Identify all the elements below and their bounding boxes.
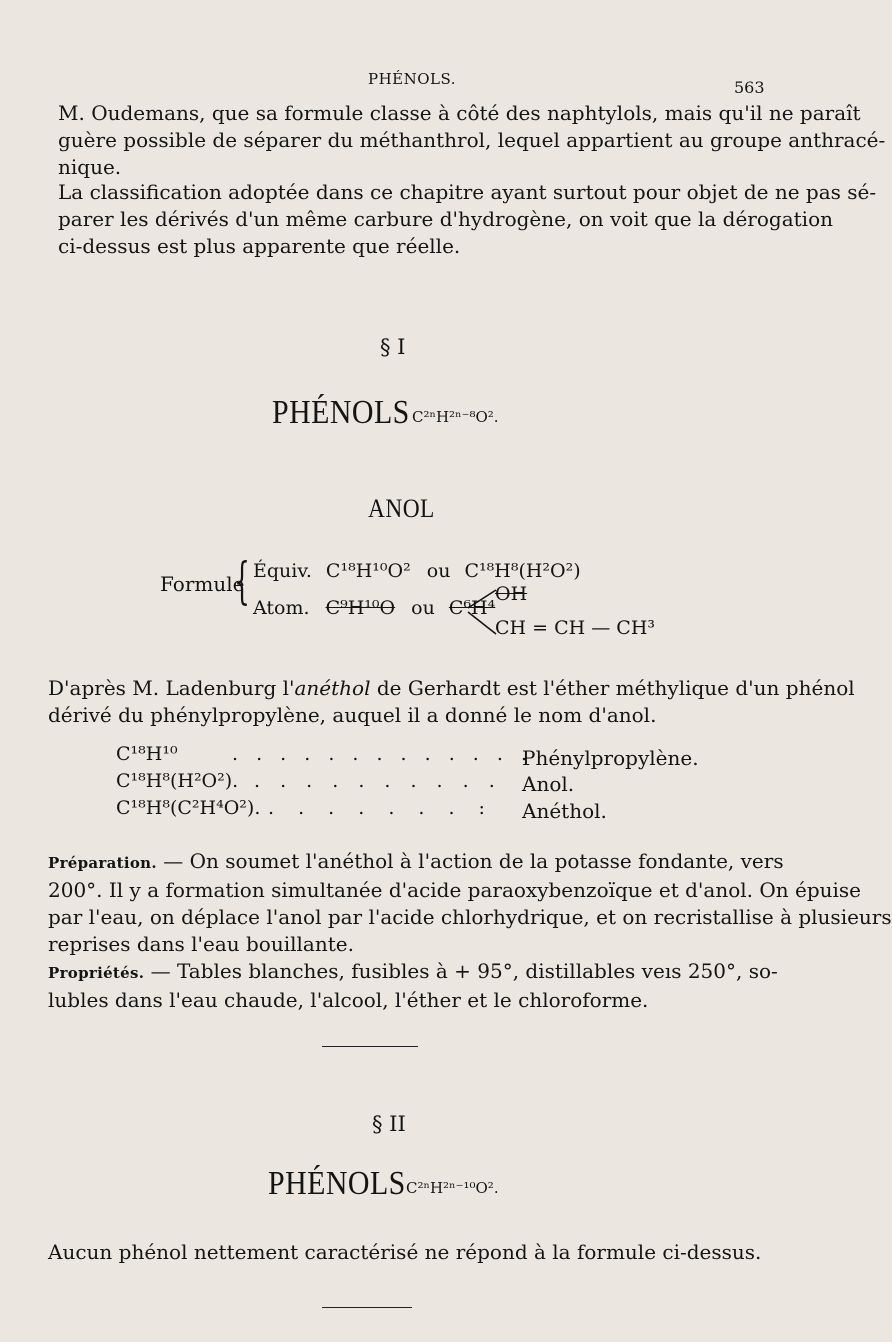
section-2-title: PHÉNOLS bbox=[268, 1165, 406, 1202]
section-2-text: Aucun phénol nettement caractérisé ne répond à la formule ci-dessus. bbox=[48, 1240, 762, 1264]
text-line: 200°. Il y a formation simultanée d'acide paraoxybenzoïque et d'anol. On épuise bbox=[48, 878, 862, 902]
equiv-line bbox=[253, 560, 581, 582]
section-2-heading bbox=[268, 1165, 499, 1203]
running-header-title: PHÉNOLS. bbox=[368, 70, 457, 88]
table-formula-1: C¹⁸H¹⁰ bbox=[116, 743, 178, 765]
equiv-or: ou bbox=[426, 560, 451, 582]
anol-title: ANOL bbox=[368, 494, 435, 523]
divider-rule bbox=[322, 1307, 412, 1308]
properties-paragraph bbox=[48, 958, 778, 1014]
atom-label: Atom. bbox=[253, 597, 310, 619]
leader-dots: . . . . . . . . . . bbox=[254, 770, 502, 792]
table-name-1: Phénylpropylène. bbox=[522, 746, 699, 770]
text-run: — Tables blanches, fusibles à + 95°, distillables veıs 250°, so- bbox=[150, 959, 778, 983]
anol-intro bbox=[48, 675, 855, 729]
text-line: La classification adoptée dans ce chapitre ayant surtout pour objet de ne pas sé- bbox=[58, 180, 877, 204]
section-mark-1: § I bbox=[380, 335, 406, 359]
text-run: D'après M. Ladenburg l' bbox=[48, 676, 295, 700]
leader-dots: . . . . . . . : bbox=[268, 797, 494, 819]
section-2-formula: C²ⁿH²ⁿ⁻¹⁰O². bbox=[406, 1179, 499, 1197]
table-name-2: Anol. bbox=[522, 772, 575, 796]
page-number: 563 bbox=[734, 78, 765, 97]
propenyl-chain: CH = CH — CH³ bbox=[495, 617, 656, 639]
brace-icon: { bbox=[234, 552, 250, 610]
equiv-label: Équiv. bbox=[253, 560, 312, 582]
text-line: dérivé du phénylpropylène, auquel il a donné le nom d'anol. bbox=[48, 703, 657, 727]
text-line: M. Oudemans, que sa formule classe à côté des naphtylols, mais qu'il ne paraît bbox=[58, 101, 861, 125]
table-formula-3: C¹⁸H⁸(C²H⁴O²). bbox=[116, 797, 261, 819]
hydroxyl-group: OH bbox=[495, 583, 528, 605]
table-name-3: Anéthol. bbox=[522, 799, 607, 823]
divider-rule bbox=[322, 1046, 418, 1047]
equiv-formula-1: C¹⁸H¹⁰O² bbox=[325, 560, 411, 582]
section-1-heading bbox=[272, 394, 499, 432]
text-line: par l'eau, on déplace l'anol par l'acide chlorhydrique, et on recristallise à plusieurs bbox=[48, 905, 892, 929]
atom-formula-1: C⁹H¹⁰O bbox=[325, 597, 396, 619]
atom-formula-2: C⁶H⁴ bbox=[448, 597, 496, 619]
text-line: lubles dans l'eau chaude, l'alcool, l'éther et le chloroforme. bbox=[48, 988, 649, 1012]
preparation-label: Préparation. bbox=[48, 854, 157, 872]
table-formula-2: C¹⁸H⁸(H²O²). bbox=[116, 770, 239, 792]
anethol-term: anéthol bbox=[294, 676, 371, 700]
preparation-paragraph bbox=[48, 848, 892, 958]
section-1-formula: C²ⁿH²ⁿ⁻⁸O². bbox=[412, 408, 499, 426]
atom-line bbox=[253, 597, 495, 619]
leader-dots: . . . . . . . . . . . . . bbox=[232, 743, 533, 765]
atom-or: ou bbox=[411, 597, 435, 619]
properties-label: Propriétés. bbox=[48, 964, 145, 982]
intro-paragraph-2 bbox=[58, 179, 877, 260]
formule-label: Formule bbox=[160, 572, 245, 596]
section-mark-2: § II bbox=[372, 1112, 406, 1136]
text-run: — On soumet l'anéthol à l'action de la potasse fondante, vers bbox=[163, 849, 784, 873]
text-line: nique. bbox=[58, 155, 122, 179]
text-line: reprises dans l'eau bouillante. bbox=[48, 932, 354, 956]
text-line bbox=[48, 958, 778, 987]
equiv-formula-2: C¹⁸H⁸(H²O²) bbox=[464, 560, 581, 582]
text-run: de Gerhardt est l'éther méthylique d'un phénol bbox=[370, 676, 855, 700]
compound-title bbox=[368, 494, 442, 524]
text-line: guère possible de séparer du méthanthrol, lequel appartient au groupe anthracé- bbox=[58, 128, 886, 152]
section-1-title: PHÉNOLS bbox=[272, 394, 410, 431]
text-line: ci-dessus est plus apparente que réelle. bbox=[58, 234, 461, 258]
text-line bbox=[48, 675, 855, 702]
text-line: parer les dérivés d'un même carbure d'hydrogène, on voit que la dérogation bbox=[58, 207, 833, 231]
text-line bbox=[48, 848, 784, 877]
intro-paragraph-1 bbox=[58, 100, 886, 181]
